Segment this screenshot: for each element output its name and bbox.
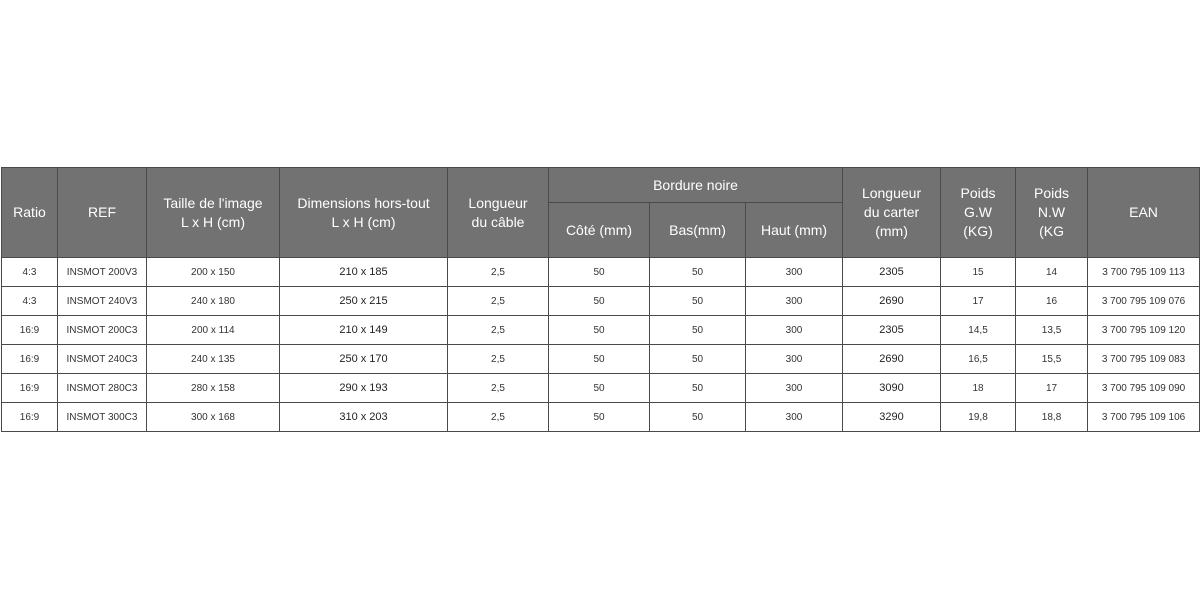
cell-poids-gw: 19,8 <box>941 403 1016 432</box>
header-bas <box>650 203 746 258</box>
cell-ratio: 16:9 <box>2 316 58 345</box>
cell-bas: 50 <box>650 316 746 345</box>
cell-ratio: 16:9 <box>2 374 58 403</box>
header-row <box>2 168 1200 203</box>
cell-ean: 3 700 795 109 083 <box>1088 345 1200 374</box>
header-haut <box>746 203 843 258</box>
header-longueur-cable-line2: du câble <box>471 213 525 230</box>
cell-taille: 200 x 150 <box>147 258 280 287</box>
cell-dimensions: 250 x 170 <box>280 345 448 374</box>
cell-dimensions: 250 x 215 <box>280 287 448 316</box>
cell-bas: 50 <box>650 374 746 403</box>
header-cote-label: Côté (mm) <box>565 221 633 238</box>
header-dimensions-line2: L x H (cm) <box>331 213 396 230</box>
cell-cote: 50 <box>549 374 650 403</box>
cell-ratio: 4:3 <box>2 258 58 287</box>
cell-taille: 280 x 158 <box>147 374 280 403</box>
table-row <box>2 345 1200 374</box>
cell-cable: 2,5 <box>448 316 549 345</box>
header-poids-gw-line1: Poids <box>960 185 996 201</box>
cell-poids-nw: 14 <box>1016 258 1088 287</box>
cell-haut: 300 <box>746 287 843 316</box>
cell-dimensions: 310 x 203 <box>280 403 448 432</box>
header-poids-gw-line2: G.W <box>964 204 993 220</box>
header-ref <box>58 168 147 258</box>
cell-cote: 50 <box>549 345 650 374</box>
table-row <box>2 258 1200 287</box>
cell-dimensions: 210 x 149 <box>280 316 448 345</box>
cell-ean: 3 700 795 109 120 <box>1088 316 1200 345</box>
cell-cote: 50 <box>549 287 650 316</box>
header-longueur-carter-line2: du carter <box>863 204 920 220</box>
header-bordure-noire <box>549 168 843 203</box>
cell-ean: 3 700 795 109 076 <box>1088 287 1200 316</box>
cell-dimensions: 290 x 193 <box>280 374 448 403</box>
cell-ref: INSMOT 280C3 <box>58 374 147 403</box>
header-poids-gw <box>941 168 1016 258</box>
cell-poids-gw: 18 <box>941 374 1016 403</box>
header-cote <box>549 203 650 258</box>
cell-poids-gw: 15 <box>941 258 1016 287</box>
header-poids-nw <box>1016 168 1088 258</box>
header-taille-line1: Taille de l'image <box>163 194 263 211</box>
header-longueur-carter-line1: Longueur <box>861 185 922 201</box>
header-poids-gw-line3: (KG) <box>963 223 993 239</box>
cell-taille: 200 x 114 <box>147 316 280 345</box>
cell-poids-gw: 14,5 <box>941 316 1016 345</box>
cell-haut: 300 <box>746 403 843 432</box>
cell-carter: 3090 <box>843 374 941 403</box>
header-longueur-cable-line1: Longueur <box>468 194 528 211</box>
header-longueur-carter-line3: (mm) <box>875 223 908 239</box>
spec-table <box>1 167 1200 432</box>
header-bas-label: Bas(mm) <box>669 221 726 238</box>
header-poids-nw-line3: (KG <box>1039 223 1064 239</box>
cell-cote: 50 <box>549 258 650 287</box>
cell-ref: INSMOT 200V3 <box>58 258 147 287</box>
header-ratio-label: Ratio <box>13 204 46 220</box>
cell-cable: 2,5 <box>448 403 549 432</box>
cell-ratio: 4:3 <box>2 287 58 316</box>
table-row <box>2 403 1200 432</box>
table-header <box>2 168 1200 258</box>
cell-poids-nw: 15,5 <box>1016 345 1088 374</box>
cell-cable: 2,5 <box>448 374 549 403</box>
cell-ref: INSMOT 200C3 <box>58 316 147 345</box>
header-haut-label: Haut (mm) <box>760 221 828 238</box>
cell-poids-nw: 18,8 <box>1016 403 1088 432</box>
table-body <box>2 258 1200 432</box>
cell-taille: 300 x 168 <box>147 403 280 432</box>
table-row <box>2 287 1200 316</box>
cell-carter: 2305 <box>843 316 941 345</box>
cell-cable: 2,5 <box>448 258 549 287</box>
header-poids-nw-line1: Poids <box>1034 185 1070 201</box>
header-dimensions-line1: Dimensions hors-tout <box>297 194 430 211</box>
cell-carter: 2690 <box>843 287 941 316</box>
cell-ref: INSMOT 240V3 <box>58 287 147 316</box>
header-taille-line2: L x H (cm) <box>180 213 246 230</box>
cell-ratio: 16:9 <box>2 345 58 374</box>
header-dimensions <box>280 168 448 258</box>
cell-cote: 50 <box>549 403 650 432</box>
cell-ref: INSMOT 300C3 <box>58 403 147 432</box>
cell-taille: 240 x 180 <box>147 287 280 316</box>
header-ref-label: REF <box>88 204 116 220</box>
header-longueur-carter <box>843 168 941 258</box>
cell-carter: 2690 <box>843 345 941 374</box>
cell-haut: 300 <box>746 258 843 287</box>
cell-ean: 3 700 795 109 090 <box>1088 374 1200 403</box>
cell-taille: 240 x 135 <box>147 345 280 374</box>
cell-ean: 3 700 795 109 113 <box>1088 258 1200 287</box>
cell-poids-nw: 17 <box>1016 374 1088 403</box>
cell-haut: 300 <box>746 345 843 374</box>
header-ratio <box>2 168 58 258</box>
cell-carter: 2305 <box>843 258 941 287</box>
cell-haut: 300 <box>746 316 843 345</box>
cell-poids-gw: 17 <box>941 287 1016 316</box>
header-poids-nw-line2: N.W <box>1037 204 1066 220</box>
table-row <box>2 374 1200 403</box>
header-ean-label: EAN <box>1129 204 1158 220</box>
cell-ref: INSMOT 240C3 <box>58 345 147 374</box>
cell-bas: 50 <box>650 345 746 374</box>
header-bordure-noire-label: Bordure noire <box>653 176 738 193</box>
cell-poids-nw: 16 <box>1016 287 1088 316</box>
cell-ean: 3 700 795 109 106 <box>1088 403 1200 432</box>
cell-poids-gw: 16,5 <box>941 345 1016 374</box>
cell-cote: 50 <box>549 316 650 345</box>
cell-carter: 3290 <box>843 403 941 432</box>
header-taille <box>147 168 280 258</box>
cell-haut: 300 <box>746 374 843 403</box>
cell-bas: 50 <box>650 403 746 432</box>
cell-ratio: 16:9 <box>2 403 58 432</box>
cell-bas: 50 <box>650 258 746 287</box>
cell-cable: 2,5 <box>448 287 549 316</box>
table-row <box>2 316 1200 345</box>
cell-poids-nw: 13,5 <box>1016 316 1088 345</box>
cell-dimensions: 210 x 185 <box>280 258 448 287</box>
header-ean <box>1088 168 1200 258</box>
cell-cable: 2,5 <box>448 345 549 374</box>
cell-bas: 50 <box>650 287 746 316</box>
header-longueur-cable <box>448 168 549 258</box>
